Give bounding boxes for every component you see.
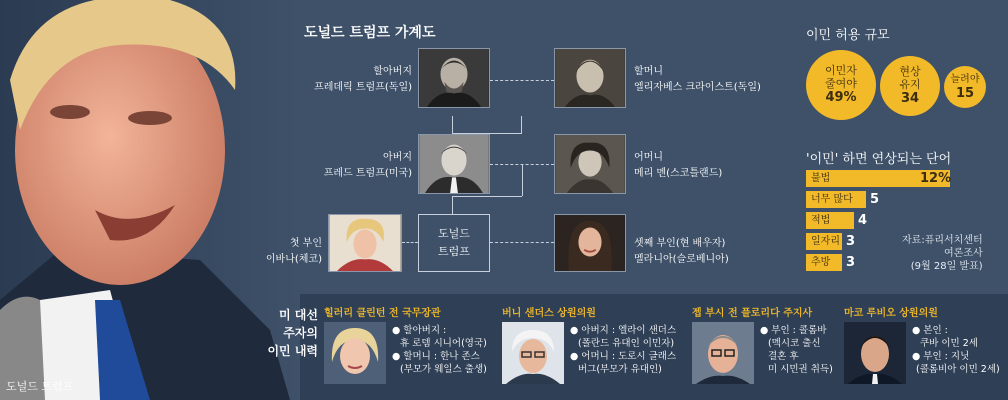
word-value-3: 4 — [858, 213, 868, 228]
first-wife-name: 이바나(체코) — [265, 254, 322, 265]
first-wife-role: 첫 부인 — [289, 238, 322, 249]
mother-label — [634, 150, 722, 182]
father-portrait — [418, 134, 490, 194]
third-wife-name: 멜라니아(슬로베니아) — [634, 254, 729, 265]
quota-increase-value: 15 — [955, 85, 975, 101]
connector-gen2-right — [522, 164, 523, 196]
source-line2: 여론조사 — [944, 248, 983, 259]
quota-bubble-reduce — [806, 50, 876, 120]
family-tree-title: 도널드 트럼프 가계도 — [304, 25, 436, 41]
candidate-photo-sanders — [502, 322, 564, 384]
rubio-line-2: 쿠바 이민 2세 — [920, 338, 978, 349]
first-wife-portrait — [328, 214, 402, 272]
photo-caption: 도널드 트럼프 — [6, 380, 74, 393]
candidate-name-sanders: 버니 샌더스 상원의원 — [502, 308, 596, 319]
clinton-line-1: ● 할아버지 : — [392, 325, 447, 336]
word-bar-1: 불법 — [806, 170, 950, 187]
candidate-photo-bush — [692, 322, 754, 384]
bush-line-4: 미 시민권 취득) — [768, 364, 833, 375]
candidates-heading — [254, 306, 318, 360]
connector-wife1 — [402, 242, 418, 243]
word-bar-3: 적법 — [806, 212, 854, 229]
candidates-heading-line3: 이민 내력 — [267, 344, 318, 358]
quota-reduce-label: 이민자 줄여야 — [825, 64, 857, 90]
quota-maintain-label: 현상 유지 — [899, 65, 921, 91]
rubio-line-1: ● 본인 : — [912, 325, 948, 336]
quota-bubble-maintain — [880, 56, 940, 116]
quota-bubble-increase — [944, 66, 986, 108]
rubio-line-3: ● 부인 : 지닛 — [912, 351, 970, 362]
candidate-photo-rubio — [844, 322, 906, 384]
connector-grandparents — [490, 80, 554, 81]
father-label — [300, 150, 412, 182]
words-title: '이민' 하면 연상되는 단어 — [806, 152, 952, 167]
candidate-name-rubio: 마코 루비오 상원의원 — [844, 308, 938, 319]
bush-line-3: 결혼 후 — [768, 351, 799, 362]
candidate-name-bush: 젭 부시 전 플로리다 주지사 — [692, 308, 813, 319]
grandfather-name: 프레데릭 트럼프(독일) — [314, 82, 412, 93]
clinton-line-4: (부모가 웨일스 출생) — [400, 364, 487, 375]
quota-increase-label: 늘려야 — [950, 73, 980, 85]
father-name: 프레드 트럼프(미국) — [323, 168, 412, 179]
candidate-photo-clinton — [324, 322, 386, 384]
word-value-2: 5 — [870, 192, 880, 207]
candidate-name-clinton: 힐러리 클린턴 전 국무장관 — [324, 308, 441, 319]
clinton-line-2: 휴 로뎀 시니어(영국) — [400, 338, 487, 349]
bush-line-1: ● 부인 : 콜롬바 — [760, 325, 827, 336]
quota-maintain-value: 34 — [900, 91, 920, 106]
donald-trump-line1: 도널드 — [438, 227, 470, 240]
sanders-line-3: ● 어머니 : 도로시 글래스 — [570, 351, 677, 362]
connector-gen2-mid — [452, 196, 522, 197]
mother-portrait — [554, 134, 626, 194]
donald-trump-box — [418, 214, 490, 272]
source-note — [902, 234, 983, 273]
candidates-heading-line2: 주자의 — [283, 326, 318, 340]
donald-trump-line2: 트럼프 — [438, 245, 470, 258]
rubio-line-4: (콜롬비아 이민 2세) — [916, 364, 1000, 375]
third-wife-portrait — [554, 214, 626, 272]
word-value-5: 3 — [846, 255, 856, 270]
source-line1: 자료:퓨리서치센터 — [902, 235, 983, 246]
first-wife-label — [214, 236, 322, 268]
word-value-4: 3 — [846, 234, 856, 249]
source-line3: (9월 28일 발표) — [910, 261, 983, 272]
sanders-line-4: 버그(부모가 유대인) — [578, 364, 662, 375]
candidate-text-bush — [760, 324, 833, 376]
connector-gen1-down — [452, 116, 522, 134]
grandfather-portrait — [418, 48, 490, 108]
grandmother-role: 할머니 — [634, 66, 663, 77]
word-value-1: 12% — [920, 171, 952, 186]
third-wife-role: 셋째 부인(현 배우자) — [634, 238, 726, 249]
mother-role: 어머니 — [634, 152, 663, 163]
sanders-line-2: (폴란드 유대인 이민자) — [578, 338, 675, 349]
word-bar-4: 일자리 — [806, 233, 842, 250]
grandmother-name: 엘리자베스 크라이스트(독일) — [634, 82, 761, 93]
word-bar-2: 너무 많다 — [806, 191, 866, 208]
father-role: 아버지 — [383, 152, 412, 163]
quota-title: 이민 허용 규모 — [806, 28, 890, 43]
grandmother-portrait — [554, 48, 626, 108]
candidate-text-sanders — [570, 324, 676, 376]
candidate-text-rubio — [912, 324, 1000, 376]
connector-wife3 — [490, 242, 554, 243]
sanders-line-1: ● 아버지 : 엘라이 샌더스 — [570, 325, 677, 336]
candidate-text-clinton — [392, 324, 487, 376]
connector-gen2-down — [452, 196, 453, 214]
grandfather-label — [300, 64, 412, 96]
quota-reduce-value: 49% — [825, 90, 857, 105]
grandfather-role: 할아버지 — [373, 66, 412, 77]
clinton-line-3: ● 할머니 : 한나 존스 — [392, 351, 480, 362]
candidates-heading-line1: 미 대선 — [279, 308, 318, 322]
third-wife-label — [634, 236, 729, 268]
mother-name: 메리 멘(스코틀랜드) — [634, 168, 723, 179]
word-bar-5: 추방 — [806, 254, 842, 271]
bush-line-2: (멕시코 출신 — [768, 338, 821, 349]
grandmother-label — [634, 64, 761, 96]
